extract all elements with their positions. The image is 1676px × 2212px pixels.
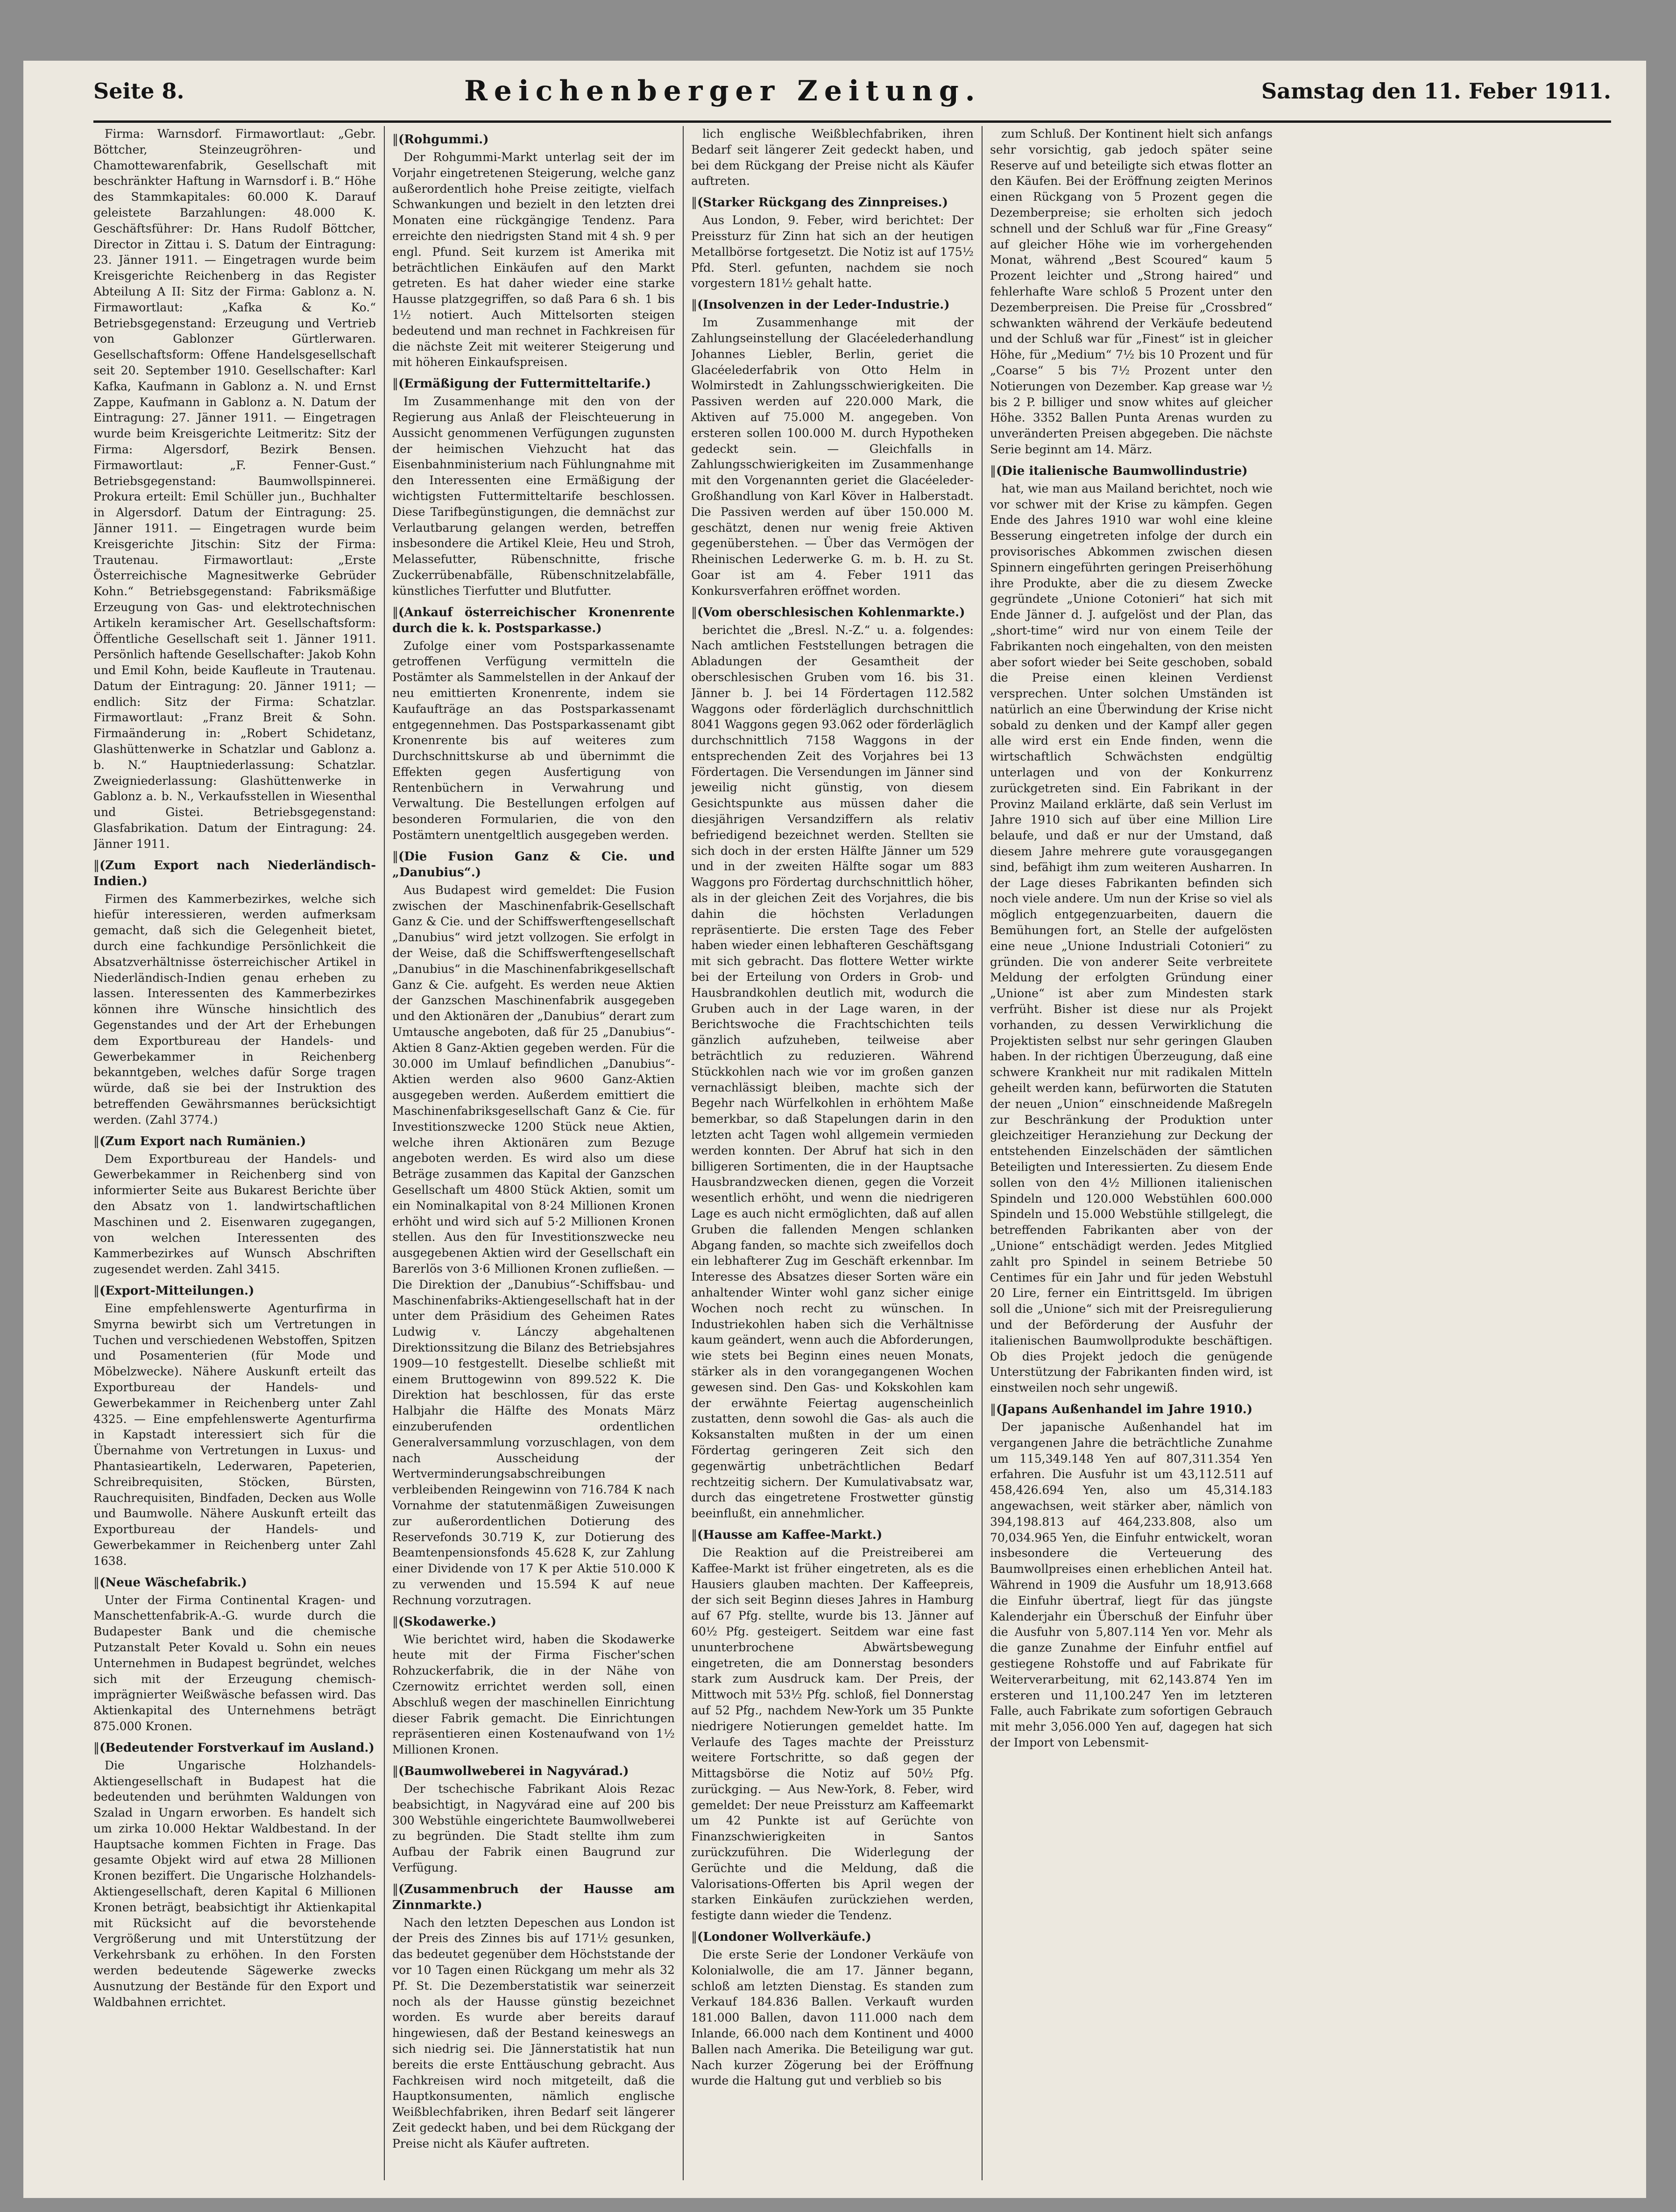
article-text: Aus Budapest wird gemeldet: Die Fusion zwischen der Maschinenfabrik-Gesellschaft Ganz & Cie. und der Schiffswerftengesellschaft „Danubius“ wird jetzt vollzogen. Sie erfolgt in der Weise, daß die Schiffswerftengesellschaft „Danubius“ in die Maschinenfabrikgesellschaft Ganz & Cie. aufgeht. Es werden neue Aktien der Ganzschen Maschinenfabrik ausgegeben und den Aktionären der „Danubius“ derart zum Umtausche angeboten, daß für 25 „Danubius“-Aktien 8 Ganz-Aktien gegeben werden. Für die 30.000 im Umlauf befindlichen „Danubius“-Aktien werden also 9600 Ganz-Aktien ausgegeben werden. Außerdem emittiert die Maschinenfabriksgesellschaft Ganz & Cie. für Investitionszwecke 1200 Stück neue Aktien, welche ihren Aktionären zum Bezuge angeboten werden. Es wird also um diese Beträge zusammen das Kapital der Ganzschen Gesellschaft um 4800 Stück Aktien, somit um ein Nominalkapital von 8·24 Millionen Kronen erhöht und wird sich auf 5·2 Millionen Kronen stellen. Aus den für Investitionszwecke neu ausgegebenen Aktien wird der Gesellschaft ein Barerlös von 3·6 Millionen Kronen zufließen. — Die Direktion der „Danubius“-Schiffsbau- und Maschinenfabriks-Aktiengesellschaft hat in der unter dem Präsidium des Geheimen Rates Ludwig v. Lánczy abgehaltenen Direktionssitzung die Bilanz des Betriebsjahres 1909—10 festgestellt. Dieselbe schließt mit einem Bruttogewinn von 899.522 K. Die Direktion hat beschlossen, für das erste Halbjahr die Hälfte des Monats März einzuberufenden ordentlichen Generalversammlung vorzuschlagen, von dem nach Ausscheidung der Wertverminderungsabschreibungen verbleibenden Reingewinn von 716.784 K nach Vornahme der statutenmäßigen Zuweisungen zur außerordentlichen Dotierung des Reservefonds 30.719 K, zur Dotierung des Beamtenpensionsfonds 45.628 K, zur Zahlung einer Dividende von 17 K per Aktie 510.000 K zu verwenden und 15.594 K auf neue Rechnung vorzutragen. <box>392 883 675 1607</box>
article-heading: ‖ (Rohgummi.) <box>392 132 675 148</box>
column-3 <box>691 126 974 2180</box>
article-heading: ‖ (Ankauf österreichischer Kronenrente durch die k. k. Postsparkasse.) <box>392 605 675 636</box>
article-text: lich englische Weißblechfabriken, ihren Bedarf seit längerer Zeit gedeckt haben, und bei dem Rückgang der Preise nicht als Käufer auftreten. <box>691 127 974 188</box>
article-heading: ‖ (Zum Export nach Rumänien.) <box>93 1134 376 1149</box>
article-text: Die Ungarische Holzhandels-Aktiengesellschaft in Budapest hat die bedeutenden und berühmten Waldungen von Szalad in Ungarn erworben. Es handelt sich um zirka 10.000 Hektar Waldbestand. In der Hauptsache kommen Fichten in Frage. Das gesamte Objekt wird auf etwa 28 Millionen Kronen beziffert. Die Ungarische Holzhandels-Aktiengesellschaft, deren Kapital 6 Millionen Kronen beträgt, beabsichtigt ihr Aktienkapital mit Rücksicht auf die bevorstehende Vergrößerung und mit Unterstützung der Verkehrsbank zu erhöhen. In den Forsten werden bedeutende Sägewerke zwecks Ausnutzung der Bestände für den Export und Waldbahnen errichtet. <box>93 1758 376 2009</box>
article-heading: ‖ (Starker Rückgang des Zinnpreises.) <box>691 195 974 211</box>
column-1 <box>93 126 376 2180</box>
article-heading: ‖ (Neue Wäschefabrik.) <box>93 1575 376 1591</box>
article-heading: ‖ (Die Fusion Ganz & Cie. und „Danubius“.) <box>392 849 675 881</box>
article-heading: ‖ (Insolvenzen in der Leder-Industrie.) <box>691 297 974 313</box>
article-text: Im Zusammenhange mit den von der Regierung aus Anlaß der Fleischteuerung in Aussicht genommenen Verfügungen zugunsten der heimischen Viehzucht hat das Eisenbahnministerium nach Fühlungnahme mit den Interessenten eine Ermäßigung der wichtigsten Futtermitteltarife beschlossen. Diese Tarifbegünstigungen, die demnächst zur Verlautbarung gelangen werden, betreffen insbesondere die Artikel Kleie, Heu und Stroh, Melassefutter, Rübenschnitte, frische Zuckerrübenabfälle, Rübenschnitzelabfälle, künstliches Tierfutter und Blutfutter. <box>392 394 675 598</box>
newspaper-masthead: Reichenberger Zeitung. <box>464 75 982 107</box>
article-text: Unter der Firma Continental Kragen- und Manschettenfabrik-A.-G. wurde durch die Budapester Bank und die chemische Putzanstalt Peter Kovald u. Sohn ein neues Unternehmen in Budapest begründet, welches sich mit der Erzeugung chemisch-imprägnierter Weißwäsche befassen wird. Das Aktienkapital des Unternehmens beträgt 875.000 Kronen. <box>93 1593 376 1733</box>
article-text: hat, wie man aus Mailand berichtet, noch wie vor schwer mit der Krise zu kämpfen. Gegen Ende des Jahres 1910 war wohl eine kleine Besserung eingetreten infolge der durch ein provisorisches Abkommen zwischen diesen Spinnern eingeführten geringen Preiserhöhung ihre Produkte, aber die zu diesem Zwecke gegründete „Unione Cotonieri“ hat sich mit Ende Jänner d. J. aufgelöst und der Plan, das „short-time“ wird nur von einem Teile der Fabrikanten noch eingehalten, von den meisten aber sofort wieder bei Seite geschoben, sobald die Preise einen kleinen Verdienst versprechen. Unter solchen Umständen ist natürlich an eine Überwindung der Krise nicht sobald zu denken und der Kampf aller gegen alle wird erst ein Ende finden, wenn die wirtschaftlich Schwächsten endgültig unterlagen und von der Konkurrenz zurückgetreten sind. Ein Fabrikant in der Provinz Mailand erklärte, daß sein Verlust im Jahre 1910 sich auf über eine Million Lire belaufe, und daß er nur der Umstand, daß diesem Jahre mehrere gute vorausgegangen sind, befähigt ihm zum weiteren Ausharren. In der Lage dieses Fabrikanten befinden sich noch viele andere. Um nun der Krise so viel als möglich entgegenzuarbeiten, dauern die Bemühungen fort, an Stelle der aufgelösten eine neue „Unione Industriali Cotonieri“ zu gründen. Die von anderer Seite verbreitete Meldung der erfolgten Gründung einer „Unione“ ist aber zum Mindesten stark verfrüht. Bisher ist diese nur als Projekt vorhanden, zu dessen Verwirklichung die Projektisten selbst nur sehr geringen Glauben haben. In der richtigen Überzeugung, daß eine schwere Krankheit nur mit radikalen Mitteln geheilt werden kann, befürworten die Statuten der neuen „Union“ einschneidende Maßregeln zur Beschränkung der Produktion unter gleichzeitiger Heranziehung zur Deckung der entstehenden Einzelschäden der sämtlichen Beteiligten und Interessierten. Zu diesem Ende sollen von den 4½ Millionen italienischen Spindeln und 120.000 Webstühlen 600.000 Spindeln und 15.000 Webstühle stillgelegt, die betreffenden Fabrikanten aber von der „Unione“ entschädigt werden. Jedes Mitglied zahlt pro Spindel in seinem Betriebe 50 Centimes für ein Jahr und für jeden Webstuhl 20 Lire, ferner ein Eintrittsgeld. Im übrigen soll die „Unione“ sich mit der Preisregulierung und der Beförderung der Ausfuhr der italienischen Baumwollprodukte beschäftigen. Ob dies Projekt jedoch die genügende Unterstützung der Fabrikanten finden wird, ist einstweilen noch sehr ungewiß. <box>990 481 1273 1395</box>
article-heading: ‖ (Ermäßigung der Futtermitteltarife.) <box>392 376 675 392</box>
article-heading: ‖ (Zum Export nach Niederländisch-Indien.) <box>93 858 376 889</box>
article-text: berichtet die „Bresl. N.-Z.“ u. a. folgendes: Nach amtlichen Feststellungen betragen die Abladungen der Gesamtheit der oberschlesischen Gruben vom 16. bis 31. Jänner b. J. bei 14 Fördertagen 112.582 Waggons oder förderläglich durchschnittlich 8041 Waggons gegen 93.062 oder förderläglich durchschnittlich 7158 Waggons in der entsprechenden Zeit des Vorjahres bei 13 Fördertagen. Die Versendungen im Jänner sind jeweilig nicht günstig, von diesem Gesichtspunkte aus müssen daher die diesjährigen Versandziffern als relativ befriedigend bezeichnet werden. Stellten sie sich doch in der ersten Hälfte Jänner um 529 und in der zweiten Hälfte sogar um 883 Waggons pro Fördertag durchschnittlich höher, als in der gleichen Zeit des Vorjahres, die bis dahin die höchsten Verladungen repräsentierte. Die ersten Tage des Feber haben wieder einen lebhafteren Geschäftsgang mit sich gebracht. Das flottere Wetter wirkte bei der Erteilung von Orders in Grob- und Hausbrandkohlen deutlich mit, wodurch die Gruben auch in der Lage waren, in der Berichtswoche die Frachtschichten teils gänzlich aufzuheben, teilweise aber beträchtlich zu reduzieren. Während Stückkohlen nach wie vor im großen ganzen vernachlässigt bleiben, machte sich der Begehr nach Würfelkohlen in erhöhtem Maße bemerkbar, so daß Stapelungen darin in den letzten acht Tagen wohl allgemein vermieden werden konnten. Der Abruf hat sich in den billigeren Sortimenten, die in der Hauptsache Hausbrandzwecken dienen, gegen die Vorzeit wesentlich erhöht, und wenn die niedrigeren Lage es auch nicht ermöglichten, daß auf allen Gruben die fallenden Mengen schlanken Abgang fanden, so machte sich zweifellos doch ein lebhafterer Zug im Geschäft erkennbar. Im Interesse des Absatzes dieser Sorten wäre ein anhaltender Winter wohl ganz sicher einige Wochen noch recht zu wünschen. In Industriekohlen haben sich die Verhältnisse kaum geändert, wenn auch die Abforderungen, wie stets bei Beginn eines neuen Monats, stärker als in den vorangegangenen Wochen gewesen sind. Den Gas- und Kokskohlen kam der erwähnte Feiertag augenscheinlich zustatten, denn sowohl die Gas- als auch die Koksanstalten mußten in der um einen Fördertag geringeren Zeit sich den gegenwärtig unbeträchtlichen Bedarf rechtzeitig sichern. Der Kumulativabsatz war, durch das eingetretene Frostwetter günstig beeinflußt, ein annehmlicher. <box>691 623 974 1521</box>
article-text: Dem Exportbureau der Handels- und Gewerbekammer in Reichenberg sind von informierter Seite aus Bukarest Berichte über den Absatz von 1. landwirtschaftlichen Maschinen und 2. Eisenwaren zugegangen, von welchen Interessenten des Kammerbezirkes auf Wunsch Abschriften zugesendet werden. Zahl 3415. <box>93 1152 376 1276</box>
article-heading: ‖ (Hausse am Kaffee-Markt.) <box>691 1527 974 1543</box>
article-text: Firma: Warnsdorf. Firmawortlaut: „Gebr. Böttcher, Steinzeugröhren- und Chamottewarenfabrik, Gesellschaft mit beschränkter Haftung in Warnsdorf i. B.“ Höhe des Stammkapitales: 60.000 K. Darauf geleistete Barzahlungen: 48.000 K. Geschäftsführer: Dr. Hans Rudolf Böttcher, Director in Zittau i. S. Datum der Eintragung: 23. Jänner 1911. — Eingetragen wurde beim Kreisgerichte Reichenberg in das Register Abteilung A II: Sitz der Firma: Gablonz a. N. Firmawortlaut: „Kafka & Ko.“ Betriebsgegenstand: Erzeugung und Vertrieb von Gablonzer Gürtlerwaren. Gesellschaftsform: Offene Handelsgesellschaft seit 20. September 1910. Gesellschafter: Karl Kafka, Kaufmann in Gablonz a. N. und Ernst Zappe, Kaufmann in Gablonz a. N. Datum der Eintragung: 27. Jänner 1911. — Eingetragen wurde beim Kreisgerichte Leitmeritz: Sitz der Firma: Algersdorf, Bezirk Bensen. Firmawortlaut: „F. Fenner-Gust.“ Betriebsgegenstand: Baumwollspinnerei. Prokura erteilt: Emil Schüller jun., Buchhalter in Algersdorf. Datum der Eintragung: 25. Jänner 1911. — Eingetragen wurde beim Kreisgerichte Jitschin: Sitz der Firma: Trautenau. Firmawortlaut: „Erste Österreichische Magnesitwerke Gebrüder Kohn.“ Betriebsgegenstand: Fabriksmäßige Erzeugung von Gas- und elektrotechnischen Artikeln keramischer Art. Gesellschaftsform: Öffentliche Gesellschaft seit 1. Jänner 1911. Persönlich haftende Gesellschafter: Jakob Kohn und Emil Kohn, beide Kaufleute in Trautenau. Datum der Eintragung: 20. Jänner 1911; — endlich: Sitz der Firma: Schatzlar. Firmawortlaut: „Franz Breit & Sohn. Firmaänderung in: „Robert Schidetanz, Glashüttenwerke in Schatzlar und Gablonz a. b. N.“ Hauptniederlassung: Schatzlar. Zweigniederlassung: Glashüttenwerke in Gablonz a. b. N., Verkaufsstellen in Wiesenthal und Gistei. Betriebsgegenstand: Glasfabrikation. Datum der Eintragung: 24. Jänner 1911. <box>93 127 376 851</box>
article-heading: ‖ (Export-Mitteilungen.) <box>93 1283 376 1299</box>
text-columns <box>93 126 1611 2180</box>
column-divider <box>683 126 684 2180</box>
article-heading: ‖ (Londoner Wollverkäufe.) <box>691 1929 974 1945</box>
article-heading: ‖ (Vom oberschlesischen Kohlenmarkte.) <box>691 605 974 620</box>
newspaper-page <box>23 61 1646 2198</box>
article-text: Nach den letzten Depeschen aus London ist der Preis des Zinnes bis auf 171½ gesunken, das bedeutet gegenüber dem Höchststande der vor 10 Tagen einen Rückgang um mehr als 32 Pf. St. Die Dezemberstatistik war seinerzeit noch als der Hausse günstig bezeichnet worden. Es wurde aber bereits darauf hingewiesen, daß der Bestand keineswegs an sich niedrig sei. Die Jännerstatistik hat nun bereits die erste Enttäuschung gebracht. Aus Fachkreisen wird noch mitgeteilt, daß die Hauptkonsumenten, nämlich englische Weißblechfabriken, ihren Bedarf seit längerer Zeit gedeckt haben, und bei dem Rückgang der Preise nicht als Käufer auftreten. <box>392 1916 675 2150</box>
header-rule <box>93 120 1611 123</box>
article-heading: ‖ (Die italienische Baumwollindustrie) <box>990 463 1273 479</box>
article-heading: ‖ (Skodawerke.) <box>392 1614 675 1630</box>
article-text: Eine empfehlenswerte Agenturfirma in Smyrna bewirbt sich um Vertretungen in Tuchen und verschiedenen Webstoffen, Spitzen und Posamenterien (für Mode und Möbelzwecke). Nähere Auskunft erteilt das Exportbureau der Handels- und Gewerbekammer in Reichenberg unter Zahl 4325. — Eine empfehlenswerte Agenturfirma in Kapstadt interessiert sich für die Übernahme von Vertretungen in Luxus- und Phantasieartikeln, Lederwaren, Papeterien, Schreibrequisiten, Stöcken, Bürsten, Rauchrequisiten, Bindfaden, Decken aus Wolle und Baumwolle. Nähere Auskunft erteilt das Exportbureau der Handels- und Gewerbekammer in Reichenberg unter Zahl 1638. <box>93 1301 376 1568</box>
issue-date: Samstag den 11. Feber 1911. <box>1261 78 1611 104</box>
article-text: Zufolge einer vom Postsparkassenamte getroffenen Verfügung vermitteln die Postämter als Sammelstellen in der Ankauf der neu emittierten Kronenrente, indem sie Kaufaufträge an das Postsparkassenamt entgegennehmen. Das Postsparkassenamt gibt Kronenrente bis auf weiteres zum Durchschnittskurse ab und übernimmt die Effekten gegen Ausfertigung von Rentenbüchern in Verwahrung und Verwaltung. Die Bestellungen erfolgen auf besonderen Formularien, die von den Postämtern unentgeltlich ausgegeben werden. <box>392 639 675 842</box>
article-text: zum Schluß. Der Kontinent hielt sich anfangs sehr vorsichtig, gab jedoch später seine Reserve auf und beteiligte sich etwas flotter an den Käufen. Bei der Eröffnung zeigten Merinos einen Rückgang von 5 Prozent gegen die Dezemberpreise; sie erholten sich jedoch schnell und der Schluß war für „Fine Greasy“ auf gleicher Höhe wie im vorhergehenden Monat, während „Best Scoured“ kaum 5 Prozent leichter und „Strong haired“ und fehlerhafte Ware schloß 5 Prozent unter den Dezemberpreisen. Die Preise für „Crossbred“ schwankten während der Verkäufe bedeutend und der Schluß war für „Finest“ ist in gleicher Höhe, für „Medium“ 7½ bis 10 Prozent und für „Coarse“ 5 bis 7½ Prozent unter den Notierungen von Dezember. Kap grease war ½ bis 2 P. billiger und snow whites auf gleicher Höhe. 3352 Ballen Punta Arenas wurden zu unveränderten Preisen abgegeben. Die nächste Serie beginnt am 14. März. <box>990 127 1273 456</box>
column-2 <box>392 126 675 2180</box>
page-header <box>93 61 1611 121</box>
page-number: Seite 8. <box>93 78 184 104</box>
article-text: Aus London, 9. Feber, wird berichtet: Der Preissturz für Zinn hat sich an der heutigen Metallbörse fortgesetzt. Die Notiz ist auf 175½ Pfd. Sterl. gefunten, nachdem sie noch vorgestern 181½ gehalt hatte. <box>691 213 974 290</box>
column-divider <box>982 126 983 2180</box>
column-divider <box>384 126 385 2180</box>
article-heading: ‖ (Bedeutender Forstverkauf im Ausland.) <box>93 1740 376 1756</box>
article-text: Die erste Serie der Londoner Verkäufe von Kolonialwolle, die am 17. Jänner begann, schloß am letzten Dienstag. Es standen zum Verkauf 184.836 Ballen. Verkauft wurden 181.000 Ballen, davon 111.000 nach dem Inlande, 66.000 nach dem Kontinent und 4000 Ballen nach Amerika. Die Beteiligung war gut. Nach kurzer Zögerung bei der Eröffnung wurde die Haltung gut und verblieb so bis <box>691 1948 974 2088</box>
article-heading: ‖ (Japans Außenhandel im Jahre 1910.) <box>990 1402 1273 1417</box>
article-text: Im Zusammenhange mit der Zahlungseinstellung der Glacéelederhandlung Johannes Liebler, Berlin, geriet die Glacéelederfabrik von Otto Helm in Wolmirstedt in Zahlungsschwierigkeiten. Die Passiven werden auf 220.000 Mark, die Aktiven auf 75.000 M. angegeben. Von ersteren sollen 100.000 M. durch Hypotheken gedeckt sein. — Gleichfalls in Zahlungsschwierigkeiten im Zusammenhange mit den Vorgenannten geriet die Glacéeleder-Großhandlung von Karl Köver in Halberstadt. Die Passiven werden auf über 150.000 M. geschätzt, denen nur wenig freie Aktiven gegenüberstehen. — Über das Vermögen der Rheinischen Lederwerke G. m. b. H. zu St. Goar ist am 4. Feber 1911 das Konkursverfahren eröffnet worden. <box>691 316 974 598</box>
article-heading: ‖ (Baumwollweberei in Nagyvárad.) <box>392 1763 675 1779</box>
column-4 <box>990 126 1273 2180</box>
article-text: Der Rohgummi-Markt unterlag seit der im Vorjahr eingetretenen Steigerung, welche ganz außerordentlich hohe Preise zeitigte, vielfach Schwankungen und bezielt in den letzten drei Monaten eine rückgängige Tendenz. Para erreichte den niedrigsten Stand mit 4 sh. 9 per engl. Pfund. Seit kurzem ist Amerika mit beträchtlichen Einkäufen auf den Markt getreten. Es hat daher wieder eine starke Hausse platzgegriffen, so daß Para 6 sh. 1 bis 1½ notiert. Auch Mittelsorten steigen bedeutend und man rechnet in Fachkreisen für die nächste Zeit mit weiterer Steigerung und mit höheren Einkaufspreisen. <box>392 150 675 369</box>
article-text: Der tschechische Fabrikant Alois Rezac beabsichtigt, in Nagyvárad eine auf 200 bis 300 Webstühle eingerichtete Baumwollweberei zu begründen. Die Stadt stellte ihm zum Aufbau der Fabrik einen Baugrund zur Verfügung. <box>392 1782 675 1874</box>
article-text: Die Reaktion auf die Preistreiberei am Kaffee-Markt ist früher eingetreten, als es die Hausiers glauben machten. Der Kaffeepreis, der sich seit Beginn dieses Jahres in Hamburg auf 67 Pfg. stellte, wurde bis 13. Jänner auf 60½ Pfg. gesteigert. Seitdem war eine fast ununterbrochene Abwärtsbewegung eingetreten, die am Donnerstag besonders stark zum Ausdruck kam. Der Preis, der Mittwoch mit 53½ Pfg. schloß, fiel Donnerstag auf 52 Pfg., nachdem New-York um 35 Punkte niedrigere Notierungen gemeldet hatte. Im Verlaufe des Tages machte der Preissturz weitere Fortschritte, so daß gegen der Mittagsbörse die Notiz auf 50½ Pfg. zurückging. — Aus New-York, 8. Feber, wird gemeldet: Der neue Preissturz am Kaffeemarkt um 42 Punkte ist auf Gerüchte von Finanzschwierigkeiten in Santos zurückzuführen. Die Widerlegung der Gerüchte und die Meldung, daß die Valorisations-Offerten bis April wegen der starken Einkäufen zurückziehen werden, festigte dann wieder die Tendenz. <box>691 1545 974 1923</box>
article-text: Wie berichtet wird, haben die Skodawerke heute mit der Firma Fischer'schen Rohzuckerfabrik, die in der Nähe von Czernowitz errichtet werden soll, einen Abschluß wegen der maschinellen Einrichtung dieser Fabrik gemacht. Die Einrichtungen repräsentieren einen Kostenaufwand von 1½ Millionen Kronen. <box>392 1632 675 1757</box>
article-text: Der japanische Außenhandel hat im vergangenen Jahre die beträchtliche Zunahme um 115,349.148 Yen auf 807,311.354 Yen erfahren. Die Ausfuhr ist um 43,112.511 auf 458,426.694 Yen, also um 45,314.183 angewachsen, weit stärker aber, nämlich von 394,198.813 auf 464,233.808, also um 70,034.965 Yen, die Einfuhr entwickelt, woran insbesondere die Verteuerung des Baumwollpreises einen erheblichen Anteil hat. Während in 1909 die Ausfuhr um 18,913.668 die Einfuhr übertraf, liegt für das jüngste Kalenderjahr ein Überschuß der Einfuhr über die Ausfuhr von 5,807.114 Yen vor. Mehr als die ganze Zunahme der Einfuhr entfiel auf gestiegene Rohstoffe und auf Fabrikate für Weiterverarbeitung, mit 62,143.874 Yen im ersteren und 11,100.247 Yen im letzteren Falle, auch Fabrikate zum sofortigen Gebrauch mit mehr 3,056.000 Yen auf, dagegen hat sich der Import von Lebensmit- <box>990 1420 1273 1749</box>
article-heading: ‖ (Zusammenbruch der Hausse am Zinnmarkte.) <box>392 1881 675 1913</box>
article-text: Firmen des Kammerbezirkes, welche sich hiefür interessieren, werden aufmerksam gemacht, daß sich die Gelegenheit bietet, durch eine fachkundige Persönlichkeit die Absatzverhältnisse österreichischer Artikel in Niederländisch-Indien genau erheben zu lassen. Interessenten des Kammerbezirkes können ihre Wünsche hinsichtlich des Gegenstandes und der Art der Erhebungen dem Exportbureau der Handels- und Gewerbekammer in Reichenberg bekanntgeben, welches dafür Sorge tragen würde, daß sie bei der Instruktion des betreffenden Gewährsmannes berücksichtigt werden. (Zahl 3774.) <box>93 892 376 1127</box>
